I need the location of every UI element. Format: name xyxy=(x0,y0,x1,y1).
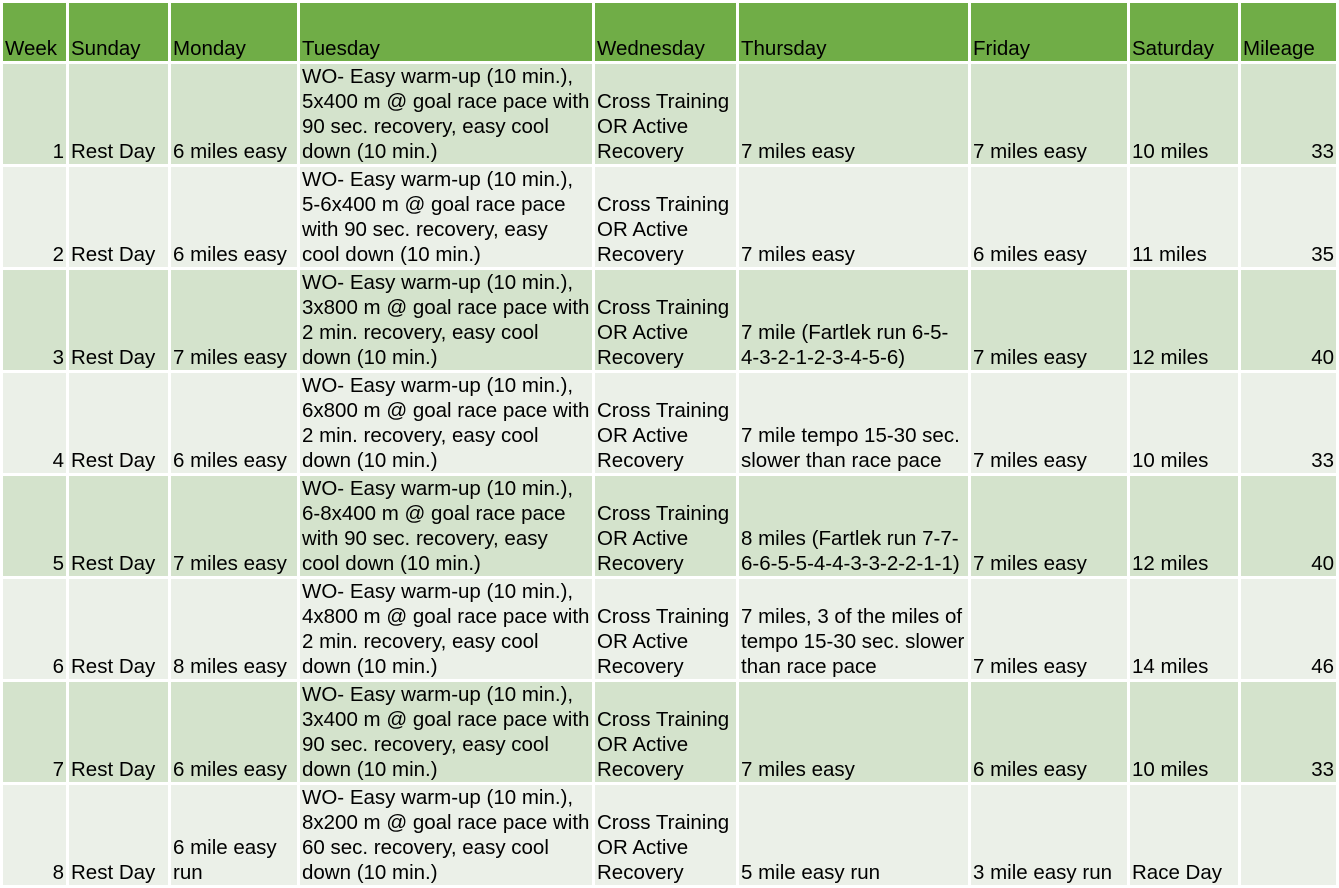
mileage-cell: 46 xyxy=(1241,579,1336,679)
mileage-cell: 33 xyxy=(1241,64,1336,164)
friday-cell: 7 miles easy xyxy=(971,270,1127,370)
table-row xyxy=(3,270,1336,370)
friday-cell: 7 miles easy xyxy=(971,476,1127,576)
tuesday-cell: WO- Easy warm-up (10 min.), 8x200 m @ goal race pace with 60 sec. recovery, easy cool down (10 min.) xyxy=(300,785,592,885)
table-row xyxy=(3,373,1336,473)
friday-cell: 7 miles easy xyxy=(971,373,1127,473)
wednesday-cell: Cross Training OR Active Recovery xyxy=(595,64,736,164)
wednesday-cell: Cross Training OR Active Recovery xyxy=(595,373,736,473)
saturday-cell: 10 miles xyxy=(1130,373,1238,473)
tuesday-cell: WO- Easy warm-up (10 min.), 5x400 m @ goal race pace with 90 sec. recovery, easy cool down (10 min.) xyxy=(300,64,592,164)
week-cell: 8 xyxy=(3,785,66,885)
header-row xyxy=(3,3,1336,61)
mileage-cell: 33 xyxy=(1241,682,1336,782)
friday-cell: 7 miles easy xyxy=(971,579,1127,679)
thursday-cell: 7 miles easy xyxy=(739,682,968,782)
tuesday-cell: WO- Easy warm-up (10 min.), 3x400 m @ goal race pace with 90 sec. recovery, easy cool down (10 min.) xyxy=(300,682,592,782)
sunday-cell: Rest Day xyxy=(69,579,168,679)
friday-cell: 3 mile easy run xyxy=(971,785,1127,885)
monday-cell: 6 miles easy xyxy=(171,64,297,164)
week-cell: 4 xyxy=(3,373,66,473)
saturday-cell: 12 miles xyxy=(1130,476,1238,576)
mileage-cell: 33 xyxy=(1241,373,1336,473)
tuesday-cell: WO- Easy warm-up (10 min.), 6-8x400 m @ goal race pace with 90 sec. recovery, easy cool down (10 min.) xyxy=(300,476,592,576)
wednesday-cell: Cross Training OR Active Recovery xyxy=(595,682,736,782)
week-cell: 2 xyxy=(3,167,66,267)
table-row xyxy=(3,476,1336,576)
column-header-week: Week xyxy=(3,3,66,61)
column-header-thursday: Thursday xyxy=(739,3,968,61)
sunday-cell: Rest Day xyxy=(69,682,168,782)
mileage-cell: 40 xyxy=(1241,270,1336,370)
monday-cell: 7 miles easy xyxy=(171,476,297,576)
sunday-cell: Rest Day xyxy=(69,270,168,370)
friday-cell: 6 miles easy xyxy=(971,167,1127,267)
mileage-cell: 35 xyxy=(1241,167,1336,267)
week-cell: 1 xyxy=(3,64,66,164)
table-row xyxy=(3,785,1336,885)
thursday-cell: 7 miles, 3 of the miles of tempo 15-30 sec. slower than race pace xyxy=(739,579,968,679)
wednesday-cell: Cross Training OR Active Recovery xyxy=(595,270,736,370)
thursday-cell: 5 mile easy run xyxy=(739,785,968,885)
wednesday-cell: Cross Training OR Active Recovery xyxy=(595,785,736,885)
column-header-monday: Monday xyxy=(171,3,297,61)
saturday-cell: 14 miles xyxy=(1130,579,1238,679)
saturday-cell: 10 miles xyxy=(1130,64,1238,164)
week-cell: 7 xyxy=(3,682,66,782)
monday-cell: 6 miles easy xyxy=(171,167,297,267)
saturday-cell: 11 miles xyxy=(1130,167,1238,267)
table-row xyxy=(3,167,1336,267)
sunday-cell: Rest Day xyxy=(69,64,168,164)
friday-cell: 7 miles easy xyxy=(971,64,1127,164)
table-row xyxy=(3,64,1336,164)
saturday-cell: 10 miles xyxy=(1130,682,1238,782)
saturday-cell: Race Day xyxy=(1130,785,1238,885)
table-row xyxy=(3,579,1336,679)
wednesday-cell: Cross Training OR Active Recovery xyxy=(595,167,736,267)
tuesday-cell: WO- Easy warm-up (10 min.), 3x800 m @ goal race pace with 2 min. recovery, easy cool down (10 min.) xyxy=(300,270,592,370)
thursday-cell: 7 miles easy xyxy=(739,167,968,267)
wednesday-cell: Cross Training OR Active Recovery xyxy=(595,476,736,576)
week-cell: 3 xyxy=(3,270,66,370)
thursday-cell: 8 miles (Fartlek run 7-7-6-6-5-5-4-4-3-3-2-2-1-1) xyxy=(739,476,968,576)
week-cell: 5 xyxy=(3,476,66,576)
column-header-wednesday: Wednesday xyxy=(595,3,736,61)
wednesday-cell: Cross Training OR Active Recovery xyxy=(595,579,736,679)
thursday-cell: 7 miles easy xyxy=(739,64,968,164)
table-row xyxy=(3,682,1336,782)
friday-cell: 6 miles easy xyxy=(971,682,1127,782)
thursday-cell: 7 mile (Fartlek run 6-5-4-3-2-1-2-3-4-5-6) xyxy=(739,270,968,370)
monday-cell: 7 miles easy xyxy=(171,270,297,370)
mileage-cell xyxy=(1241,785,1336,885)
monday-cell: 8 miles easy xyxy=(171,579,297,679)
sunday-cell: Rest Day xyxy=(69,373,168,473)
week-cell: 6 xyxy=(3,579,66,679)
thursday-cell: 7 mile tempo 15-30 sec. slower than race pace xyxy=(739,373,968,473)
column-header-saturday: Saturday xyxy=(1130,3,1238,61)
column-header-mileage: Mileage xyxy=(1241,3,1336,61)
monday-cell: 6 miles easy xyxy=(171,373,297,473)
column-header-friday: Friday xyxy=(971,3,1127,61)
monday-cell: 6 mile easy run xyxy=(171,785,297,885)
sunday-cell: Rest Day xyxy=(69,167,168,267)
column-header-sunday: Sunday xyxy=(69,3,168,61)
tuesday-cell: WO- Easy warm-up (10 min.), 4x800 m @ goal race pace with 2 min. recovery, easy cool down (10 min.) xyxy=(300,579,592,679)
monday-cell: 6 miles easy xyxy=(171,682,297,782)
saturday-cell: 12 miles xyxy=(1130,270,1238,370)
tuesday-cell: WO- Easy warm-up (10 min.), 6x800 m @ goal race pace with 2 min. recovery, easy cool down (10 min.) xyxy=(300,373,592,473)
column-header-tuesday: Tuesday xyxy=(300,3,592,61)
sunday-cell: Rest Day xyxy=(69,785,168,885)
tuesday-cell: WO- Easy warm-up (10 min.), 5-6x400 m @ goal race pace with 90 sec. recovery, easy cool down (10 min.) xyxy=(300,167,592,267)
sunday-cell: Rest Day xyxy=(69,476,168,576)
mileage-cell: 40 xyxy=(1241,476,1336,576)
